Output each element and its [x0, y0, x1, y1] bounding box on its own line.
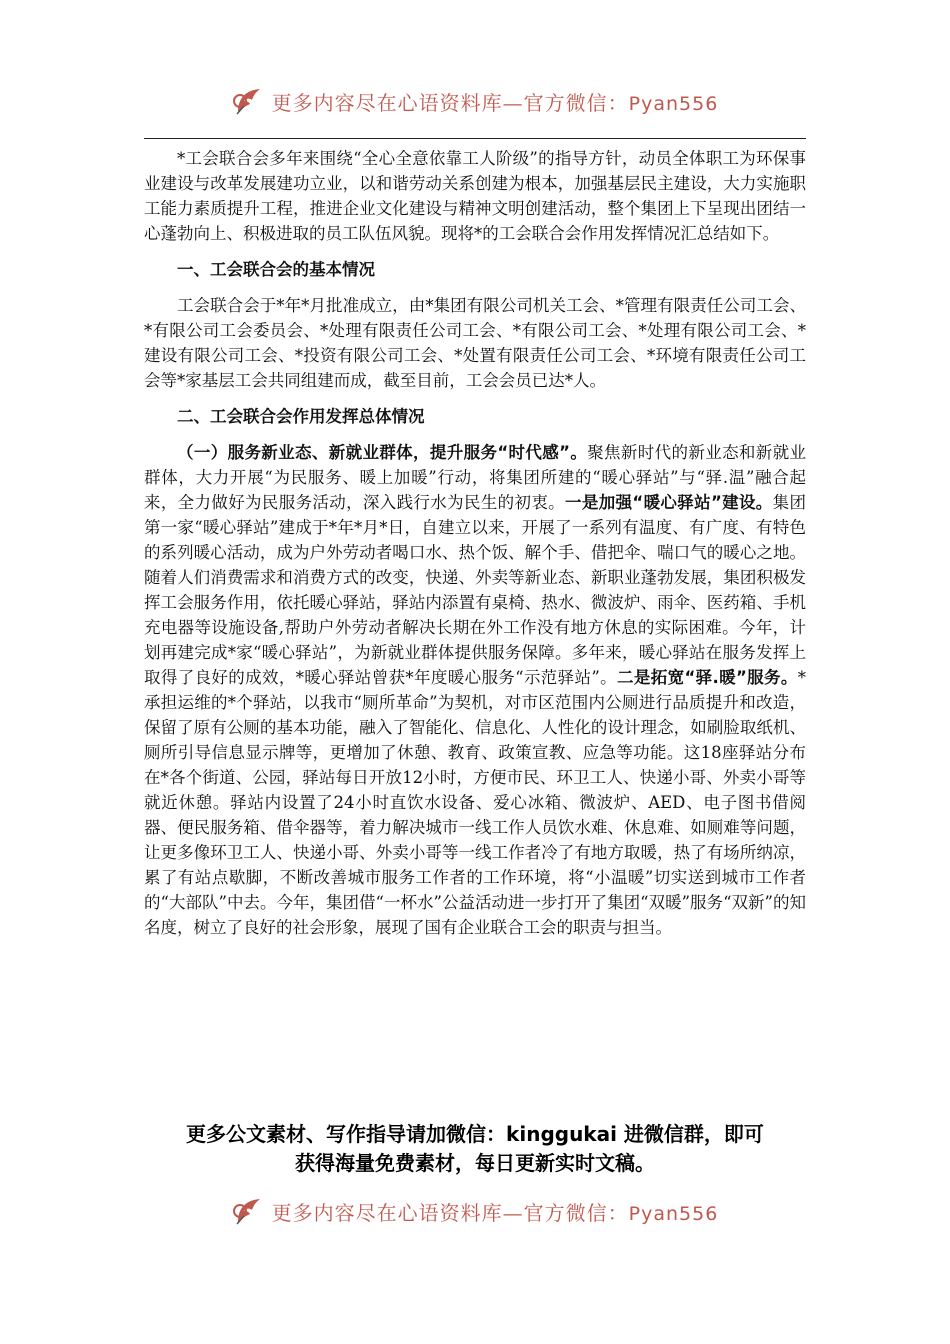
intro-paragraph: *工会联合会多年来围绕“全心全意依靠工人阶级”的指导方针，动员全体职工为环保事业建设与改革发展建功立业，以和谐劳动关系创建为根本，加强基层民主建设，大力实施职工能力素质提升工程，推进企业文化建设与精神文明创建活动，整个集团上下呈现出团结一心蓬勃向上、积极进取的员工队伍风貌。现将*的工会联合会作用发挥情况汇总结如下。	[144, 149, 806, 243]
promo-line-1: 更多公文素材、写作指导请加微信：kinggukai 进微信群，即可	[186, 1122, 764, 1146]
section-2-body	[144, 440, 806, 940]
section-1-heading: 一、工会联合会的基本情况	[177, 260, 375, 279]
quill-logo-icon	[232, 1194, 266, 1228]
point-1-heading: 一是加强“暖心驿站”建设。	[565, 493, 773, 512]
section-1-body: 工会联合会于*年*月批准成立，由*集团有限公司机关工会、*管理有限责任公司工会、*有限公司工会委员会、*处理有限责任公司工会、*有限公司工会、*处理有限公司工会、*建设有限公司工会、*投资有限公司工会、*处置有限责任公司工会、*环境有限责任公司工会等*家基层工会共同组建而成，截至目前，工会会员已达*人。	[144, 296, 806, 390]
footer-banner-text: 更多内容尽在心语资料库—官方微信：Pyan556	[271, 1200, 719, 1225]
section-2-text-3: *承担运维的*个驿站，以我市“厕所革命”为契机，对市区范围内公厕进行品质提升和改造，保留了原有公厕的基本功能，融入了智能化、信息化、人性化的设计理念，如刷脸取纸机、厕所引导信息显示牌等，更增加了休憩、教育、政策宣教、应急等功能。这18座驿站分布在*各个街道、公园，驿站每日开放12小时，方便市民、环卫工人、快递小哥、外卖小哥等就近休憩。驿站内设置了24小时直饮水设备、爱心冰箱、微波炉、AED、电子图书借阅器、便民服务箱、借伞器等，着力解决城市一线工作人员饮水难、休息难、如厕难等问题，让更多像环卫工人、快递小哥、外卖小哥等一线工作者冷了有地方取暖，热了有场所纳凉，累了有站点歇脚，不断改善城市服务工作者的工作环境，将“小温暖”切实送到城市工作者的“大部队”中去。今年，集团借“一杯水”公益活动进一步打开了集团“双暖”服务“双新”的知名度，树立了良好的社会形象，展现了国有企业联合工会的职责与担当。	[144, 668, 806, 937]
footer-banner	[0, 1194, 950, 1232]
section-2-text-1: 聚焦新时代的新业态和新就业群体，大力开展“为民服务、暖上加暖”行动，将集团所建的“暖心驿站”与“驿.温”融合起来，全力做好为民服务活动，深入践行水为民生的初衷。	[144, 443, 806, 512]
promo-block	[130, 1120, 820, 1178]
section-2-heading: 二、工会联合会作用发挥总体情况	[177, 407, 425, 426]
section-2-text-2: 集团第一家“暖心驿站”建成于*年*月*日，自建立以来，开展了一系列有温度、有广度、有特色的系列暖心活动，成为户外劳动者喝口水、热个饭、解个手、借把伞、喘口气的暖心之地。随着人们消费需求和消费方式的改变，快递、外卖等新业态、新职业蓬勃发展，集团积极发挥工会服务作用，依托暖心驿站，驿站内添置有桌椅、热水、微波炉、雨伞、医药箱、手机充电器等设施设备,帮助户外劳动者解决长期在外工作没有地方休息的实际困难。今年，计划再建完成*家“暖心驿站”，为新就业群体提供服务保障。多年来，暖心驿站在服务发挥上取得了良好的成效，*暖心驿站曾获*年度暖心服务“示范驿站”。	[144, 493, 806, 687]
quill-logo-icon	[232, 84, 266, 118]
point-2-heading: 二是拓宽“驿.暖”服务。	[617, 668, 798, 687]
header-banner	[0, 84, 950, 122]
subsection-heading: （一）服务新业态、新就业群体，提升服务“时代感”。	[177, 443, 588, 462]
header-rule	[144, 138, 806, 139]
banner-wechat-id: Pyan556	[628, 92, 719, 115]
document-body	[144, 146, 806, 940]
banner-text: 更多内容尽在心语资料库—官方微信：Pyan556	[271, 90, 719, 115]
footer-wechat-id: Pyan556	[628, 1202, 719, 1225]
promo-line-2: 获得海量免费素材，每日更新实时文稿。	[295, 1151, 655, 1175]
